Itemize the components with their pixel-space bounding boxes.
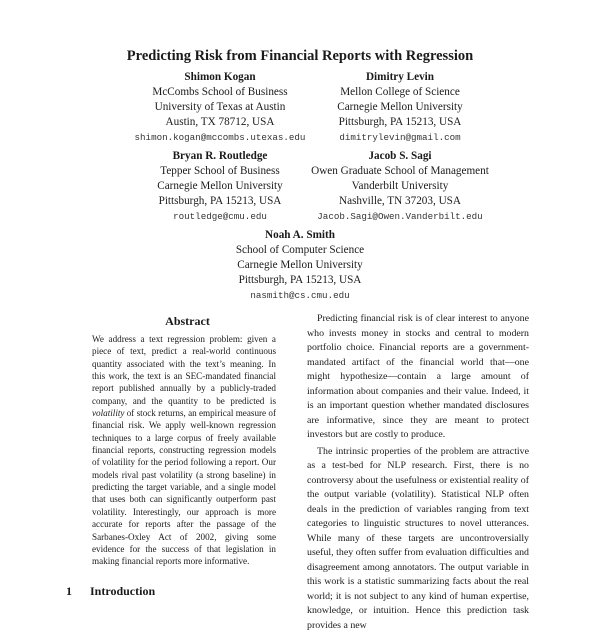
author-name: Noah A. Smith [180, 228, 420, 243]
author-block [270, 70, 530, 145]
abstract-text [92, 333, 276, 568]
author-affiliation: Carnegie Mellon University [180, 258, 420, 273]
author-name: Jacob S. Sagi [268, 149, 532, 164]
author-email[interactable]: routledge@cmu.edu [100, 209, 340, 224]
author-affiliation: University of Texas at Austin [100, 100, 340, 115]
author-email[interactable]: shimon.kogan@mccombs.utexas.edu [100, 130, 340, 145]
author-affiliation: Nashville, TN 37203, USA [268, 194, 532, 209]
body-column [307, 312, 529, 633]
author-affiliation: Mellon College of Science [270, 85, 530, 100]
section-title: Introduction [90, 584, 155, 598]
abstract-heading: Abstract [95, 314, 280, 329]
author-name: Bryan R. Routledge [100, 149, 340, 164]
author-affiliation: Carnegie Mellon University [270, 100, 530, 115]
author-affiliation: Tepper School of Business [100, 164, 340, 179]
author-email[interactable]: nasmith@cs.cmu.edu [180, 288, 420, 303]
abstract-italic-term: volatility [92, 408, 124, 418]
author-email[interactable]: Jacob.Sagi@Owen.Vanderbilt.edu [268, 209, 532, 224]
author-affiliation: McCombs School of Business [100, 85, 340, 100]
section-number: 1 [66, 584, 90, 599]
author-affiliation: Pittsburgh, PA 15213, USA [270, 115, 530, 130]
author-affiliation: Austin, TX 78712, USA [100, 115, 340, 130]
abstract-text-part: of stock returns, an empirical measure of financial risk. We apply well-known regression techniques to a large corpus of freely available financial reports, constructing regression models of volatility for the period following a report. Our models rival past volatility (a strong baseline) in predicting the target variable, and a single model that uses both can significantly outperform past volatility. Interestingly, our approach is more accurate for reports after the passage of the Sarbanes-Oxley Act of 2002, giving some evidence for the success of that legislation in making financial reports more informative. [92, 408, 276, 566]
author-affiliation: School of Computer Science [180, 243, 420, 258]
author-affiliation: Vanderbilt University [268, 179, 532, 194]
author-name: Shimon Kogan [100, 70, 340, 85]
body-paragraph: The intrinsic properties of the problem are attractive as a test-bed for NLP research. First, there is no controversy about the usefulness or existential reality of the output variable (volatility). Statistical NLP often deals in the prediction of variables ranging from text categories to linguistic structures to novel utterances. While many of these targets are uncontroversially useful, they often suffer from evaluation difficulties and disagreement among annotators. The output variable in this work is a statistic summarizing facts about the real world; it is not subject to any kind of human expertise, knowledge, or intuition. Hence this prediction task provides a new [307, 445, 529, 633]
author-block [180, 228, 420, 303]
abstract-text-part: We address a text regression problem: given a piece of text, predict a real-world continuous quantity associated with the text’s meaning. In this work, the text is an SEC-mandated financial report published annually by a publicly-traded company, and the quantity to be predicted is [92, 334, 276, 406]
author-affiliation: Carnegie Mellon University [100, 179, 340, 194]
author-affiliation: Pittsburgh, PA 15213, USA [100, 194, 340, 209]
body-paragraph: Predicting financial risk is of clear interest to anyone who invests money in stocks and central to modern portfolio choice. Financial reports are a government-mandated artifact of the financial world that—one might hypothesize—contain a large amount of information about companies and their value. Indeed, it is an important question whether mandated disclosures are informative, since they are meant to protect investors but are costly to produce. [307, 312, 529, 443]
section-heading [66, 584, 155, 599]
author-email[interactable]: dimitrylevin@gmail.com [270, 130, 530, 145]
author-affiliation: Owen Graduate School of Management [268, 164, 532, 179]
paper-title: Predicting Risk from Financial Reports with Regression [0, 48, 600, 65]
author-block [268, 149, 532, 224]
author-name: Dimitry Levin [270, 70, 530, 85]
author-affiliation: Pittsburgh, PA 15213, USA [180, 273, 420, 288]
